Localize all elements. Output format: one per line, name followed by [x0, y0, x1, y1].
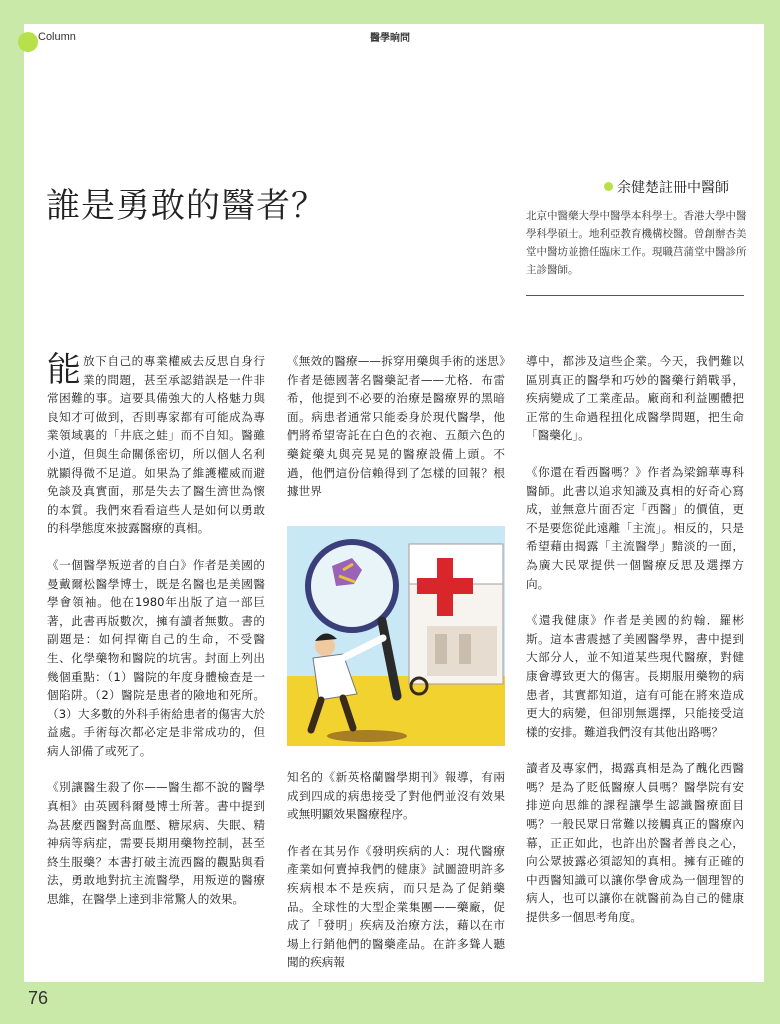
- article-column-3: [526, 352, 744, 945]
- red-cross-icon: [409, 544, 503, 684]
- paragraph: 能放下自己的專業權威去反思自身行業的問題，甚至承認錯誤是一件非常困難的事。這要具備強大的人格魅力與良知才可做到，否則專家都有可能成為專業領域裏的「井底之蛙」而不自知。醫雖小道，但與生命關係密切，所以個人名利就顯得微不足道。如果為了維護權威而避免談及真實面，那是失去了醫生濟世為懷的本質。我們來看看這些人是如何以勇敢的科學態度來披露醫療的真相。: [47, 350, 265, 536]
- article-column-2: [287, 352, 505, 519]
- paragraph: 知名的《新英格蘭醫學期刊》報導，有兩成到四成的病患接受了對他們並沒有效果或無明顯效果醫療程序。: [287, 770, 505, 822]
- author-bio: 北京中醫藥大學中醫學本科學士。香港大學中醫學科學碩士。地利亞教育機構校醫。曾創辦杏美堂中醫坊並擔任臨床工作。現職莒蒲堂中醫診所主診醫師。: [526, 210, 747, 276]
- paragraph: 《別讓醫生殺了你——醫生都不說的醫學真相》由英國科爾曼博士所著。書中提到為甚麼西醫對高血壓、糖尿病、失眠、精神病等病症，需要長期用藥物控制，甚至終生服藥？本書打破主流西醫的觀點與看法，勇敢地對抗主流醫學，用叛逆的醫療思維，在醫學上達到非常驚人的效果。: [47, 780, 265, 907]
- author-byline: [604, 177, 754, 197]
- drop-cap: 能: [47, 350, 81, 390]
- paragraph: 《你還在看西醫嗎？》作者為梁錦華專科醫師。此書以追求知識及真相的好奇心寫成，並無意片面否定「西醫」的價值，更不是要您從此遠離「主流」。相反的，只是希望藉由揭露「主流醫學」黯淡的一面，為廣大民眾提供一個醫療反思及選擇方向。: [526, 464, 744, 591]
- section-label: 醫學晌問: [370, 33, 410, 44]
- article-column-1: [47, 352, 265, 927]
- paragraph: 讀者及專家們，揭露真相是為了醜化西醫嗎？是為了貶低醫療人員嗎？醫學院有安排逆向思維的課程讓學生認識醫療面目嗎？一般民眾日常難以接觸真正的醫療內幕，正正如此，也許出於醫者善良之心，向公眾披露必須認知的真相。擁有正確的中西醫知識可以讓你學會成為一個理智的病人，也可以讓你在就醫前為自己的健康提供多一個思考角度。: [526, 761, 744, 925]
- divider: [526, 295, 744, 296]
- column-dot-icon: [18, 32, 38, 52]
- page-number: 76: [28, 988, 49, 1008]
- paragraph: 導中，都涉及這些企業。今天，我們難以區別真正的醫學和巧妙的醫藥行銷戰爭，疾病變成了工業產品。廠商和利益團體把正常的生命過程扭化成醫學問題，把生命「醫藥化」。: [526, 354, 744, 443]
- illustration-doctor-magnifier: [287, 526, 505, 746]
- author-name: 余健楚註冊中醫師: [617, 180, 729, 196]
- paragraph: 《無效的醫療——拆穿用藥與手術的迷思》作者是德國著名醫藥記者——尤格．布雷希，他提到不必要的治療是醫療界的黑暗面。病患者通常只能委身於現代醫學，他們將希望寄託在白色的衣袍、五顏六色的藥錠藥丸與亮晃晃的醫療設備上頭。不過，他們這份信賴得到了怎樣的回報？根據世界: [287, 354, 505, 499]
- article-title: 誰是勇敢的醫者？: [46, 186, 326, 226]
- paragraph: 《一個醫學叛逆者的自白》作者是美國的曼戴爾松醫學博士，既是名醫也是美國醫學會領袖。他在1980年出版了這一部巨著，此書再版數次，擁有讀者無數。書的副題是：如何捍衛自己的生命，不受醫生、化學藥物和醫院的坑害。封面上列出幾個重點：（1）醫院的年度身體檢查是一個陷阱。（2）醫院是患者的險地和死所。（3）大多數的外科手術給患者的傷害大於益處。手術每次都必定是非常成功的，但病人卻備了或死了。: [47, 557, 265, 758]
- bullet-dot-icon: [604, 182, 613, 191]
- paragraph: 《還我健康》作者是美國的約翰．羅彬斯。這本書震撼了美國醫學界，書中提到大部分人，並不知道某些現代醫療，對健康會導致更大的傷害。長期服用藥物的病患者，其實都知道，這有可能在將來造成更大的病變，但卻別無選擇，只能接受這樣的安排。難道我們沒有其他出路嗎？: [526, 613, 744, 739]
- column-label: Column: [38, 31, 76, 43]
- paragraph: 作者在其另作《發明疾病的人：現代醫療產業如何賣掉我們的健康》試圖證明許多疾病根本不是疾病，而只是為了促銷藥品。全球性的大型企業集團——藥廠，促成了「發明」疾病及治療方法，藉以在市場上行銷他們的醫藥產品。在許多聳人聽聞的疾病報: [287, 843, 505, 970]
- article-column-2-continued: [287, 768, 505, 990]
